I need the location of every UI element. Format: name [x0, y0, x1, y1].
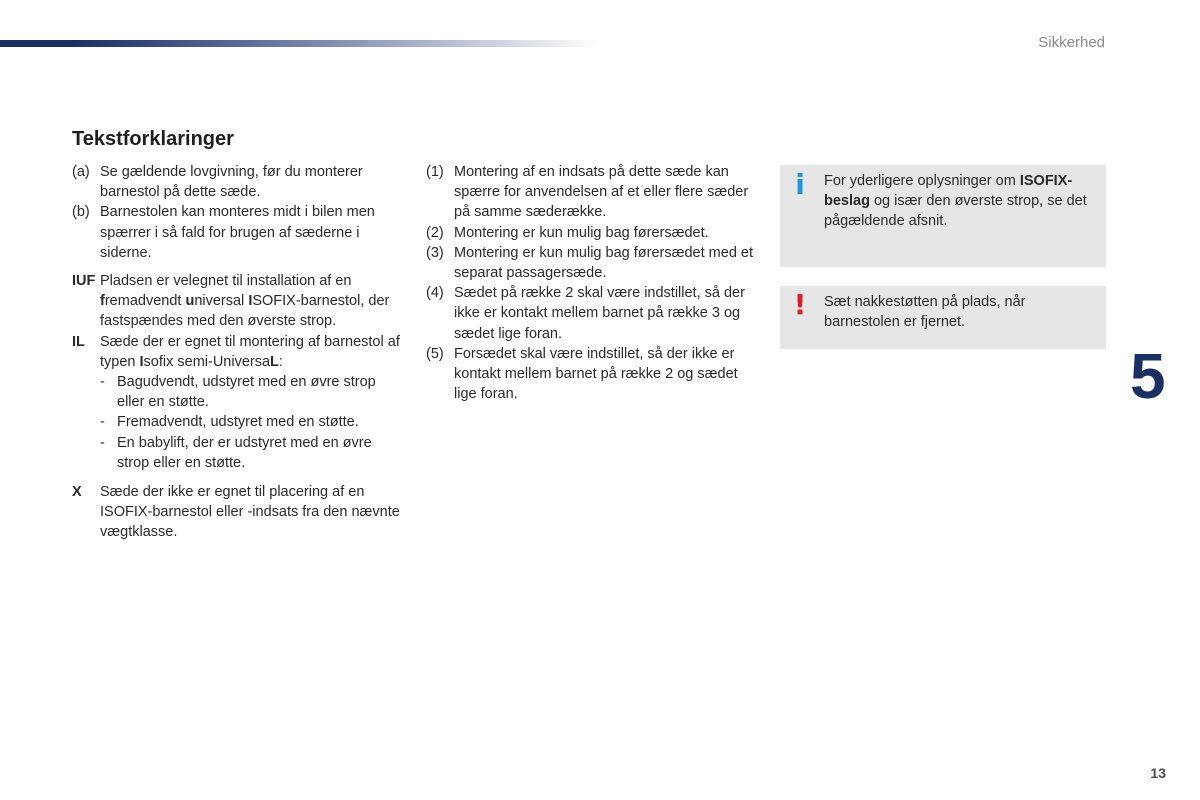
- legend-key: IL: [72, 333, 85, 350]
- legend-column-1: [72, 162, 402, 543]
- info-text-bold: ISOFIX-beslag: [824, 173, 1073, 210]
- legend-text-part: Sæde der er egnet til montering af barnestol af typen: [100, 333, 400, 370]
- bullet-dash: -: [100, 434, 105, 451]
- footnote-3: [426, 243, 756, 283]
- legend-text-bold: L: [270, 353, 279, 370]
- legend-subitem: [100, 433, 402, 473]
- legend-key: (b): [72, 204, 90, 221]
- legend-entry-a: [72, 162, 402, 202]
- page-heading: Tekstforklaringer: [72, 128, 234, 150]
- footnote-key: (1): [426, 164, 444, 180]
- footnote-4: [426, 283, 756, 344]
- legend-text-part: SOFIX-barnestol, der fastspændes med den øverste strop.: [100, 293, 390, 330]
- subitem-text: En babylift, der er udstyret med en øvre strop eller en støtte.: [117, 434, 372, 471]
- bullet-dash: -: [100, 414, 105, 431]
- footnote-text: Montering er kun mulig bag førersædet.: [454, 224, 709, 241]
- warning-box: [780, 286, 1106, 349]
- legend-text-bold: f: [100, 293, 105, 310]
- legend-text-part: :: [278, 353, 283, 370]
- footnote-key: (2): [426, 224, 444, 241]
- info-text-part: For yderligere oplysninger om: [824, 173, 1020, 189]
- section-title: Sikkerhed: [1038, 34, 1105, 51]
- footnote-key: (4): [426, 285, 444, 302]
- legend-entry-iuf: [72, 271, 402, 332]
- header-gradient-bar: [0, 40, 600, 47]
- legend-column-2: [426, 162, 756, 404]
- legend-text-bold: I: [248, 293, 253, 310]
- legend-text: Barnestolen kan monteres midt i bilen men spærrer i så fald for brugen af sæderne i siderne.: [100, 204, 375, 261]
- legend-text-bold: u: [185, 293, 195, 310]
- legend-text-part: Pladsen er velegnet til installation af en: [100, 273, 352, 290]
- warning-icon: !: [793, 288, 807, 321]
- legend-entry-il: [72, 332, 402, 473]
- legend-subitem: [100, 412, 402, 432]
- legend-entry-b: [72, 202, 402, 263]
- footnote-key: (3): [426, 244, 444, 261]
- legend-key: IUF: [72, 273, 96, 290]
- info-text-part: og især den øverste strop, se det pågældende afsnit.: [824, 193, 1087, 230]
- subitem-text: Bagudvendt, udstyret med en øvre strop eller en støtte.: [117, 374, 376, 411]
- footnote-key: (5): [426, 345, 444, 362]
- legend-subitem: [100, 372, 402, 412]
- legend-text-part: niversal: [194, 293, 249, 310]
- info-text: [824, 171, 1096, 232]
- info-icon: i: [795, 168, 805, 201]
- info-box: [780, 165, 1106, 267]
- footnote-text: Montering er kun mulig bag førersædet med et separat passagersæde.: [454, 244, 753, 282]
- footnote-5: [426, 344, 756, 405]
- legend-text: Se gældende lovgivning, før du monterer barnestol på dette sæde.: [100, 164, 363, 201]
- subitem-text: Fremadvendt, udstyret med en støtte.: [117, 414, 359, 431]
- legend-entry-x: [72, 482, 402, 543]
- legend-text-part: remadvendt: [104, 293, 186, 310]
- legend-text-bold: I: [139, 353, 144, 370]
- legend-key: (a): [72, 164, 90, 180]
- legend-key: X: [72, 484, 82, 501]
- footnote-2: [426, 223, 756, 243]
- footnote-text: Forsædet skal være indstillet, så der ikke er kontakt mellem barnet på række 2 og sædet lige foran.: [454, 345, 738, 403]
- chapter-number: 5: [1130, 340, 1166, 412]
- footnote-text: Montering af en indsats på dette sæde kan spærre for anvendelsen af et eller flere sæder på samme sæderække.: [454, 164, 749, 221]
- page-number: 13: [1150, 765, 1166, 781]
- footnote-text: Sædet på række 2 skal være indstillet, så der ikke er kontakt mellem barnet på række 3 og sædet lige foran.: [454, 285, 745, 342]
- legend-text: Sæde der ikke er egnet til placering af en ISOFIX-barnestol eller -indsats fra den nævnte vægtklasse.: [100, 484, 400, 541]
- warning-text: Sæt nakkestøtten på plads, når barnestolen er fjernet.: [824, 294, 1026, 331]
- bullet-dash: -: [100, 374, 105, 391]
- legend-text-part: sofix semi-Universa: [143, 353, 271, 370]
- footnote-1: [426, 162, 756, 223]
